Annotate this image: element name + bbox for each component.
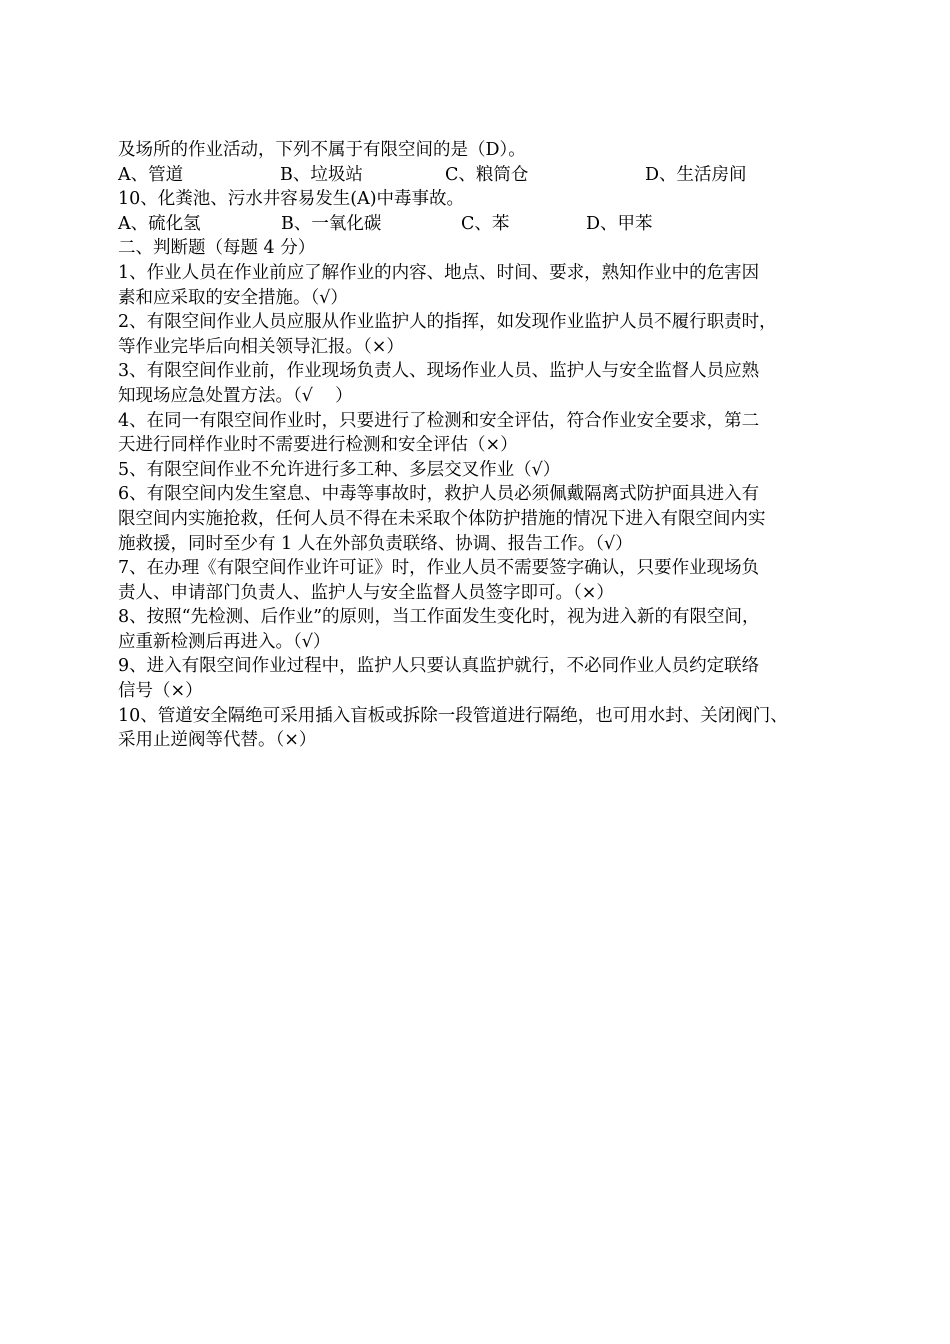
section-2-title: 二、判断题（每题 4 分） (118, 238, 316, 259)
question-10-options (118, 212, 848, 237)
judgment-line: 等作业完毕后向相关领导汇报。（×） (118, 336, 404, 357)
judgment-line: 9、进入有限空间作业过程中，监护人只要认真监护就行，不必同作业人员约定联络 (118, 656, 760, 677)
judgment-line: 知现场应急处置方法。（√ ） (118, 385, 353, 406)
judgment-line: 5、有限空间作业不允许进行多工种、多层交叉作业（√） (118, 459, 561, 480)
judgment-line: 3、有限空间作业前，作业现场负责人、现场作业人员、监护人与安全监督人员应熟 (118, 361, 760, 382)
judgment-item-7 (118, 556, 848, 605)
document-page (118, 138, 848, 753)
judgment-line: 素和应采取的安全措施。（√） (118, 287, 348, 308)
judgment-item-9 (118, 654, 848, 703)
judgment-item-6 (118, 482, 848, 556)
judgment-line: 应重新检测后再进入。（√） (118, 631, 331, 652)
judgment-line: 信号（×） (118, 681, 203, 702)
judgment-line: 6、有限空间内发生窒息、中毒等事故时，救护人员必须佩戴隔离式防护面具进入有 (118, 484, 760, 505)
judgment-item-2 (118, 310, 848, 359)
option-b: B、垃圾站 (280, 164, 363, 185)
option-c: C、粮筒仓 (445, 164, 529, 185)
judgment-line: 2、有限空间作业人员应服从作业监护人的指挥，如发现作业监护人员不履行职责时， (118, 312, 777, 333)
judgment-line: 8、按照“先检测、后作业”的原则，当工作面发生变化时，视为进入新的有限空间， (118, 607, 760, 628)
judgment-line: 天进行同样作业时不需要进行检测和安全评估（×） (118, 435, 518, 456)
judgment-item-8 (118, 605, 848, 654)
option-a: A、硫化氢 (118, 213, 201, 234)
option-c: C、苯 (461, 213, 510, 234)
judgment-line: 7、在办理《有限空间作业许可证》时，作业人员不需要签字确认，只要作业现场负 (118, 558, 760, 579)
option-d: D、生活房间 (645, 164, 747, 185)
question-9-options (118, 163, 848, 188)
judgment-item-4 (118, 409, 848, 458)
judgment-line: 施救援，同时至少有 1 人在外部负责联络、协调、报告工作。（√） (118, 533, 633, 554)
judgment-item-5 (118, 458, 848, 483)
judgment-line: 10、管道安全隔绝可采用插入盲板或拆除一段管道进行隔绝，也可用水封、关闭阀门、 (118, 705, 788, 726)
option-b: B、一氧化碳 (281, 213, 382, 234)
judgment-line: 责人、申请部门负责人、监护人与安全监督人员签字即可。（×） (118, 582, 614, 603)
judgment-item-1 (118, 261, 848, 310)
question-9-tail: 及场所的作业活动，下列不属于有限空间的是（D）。 (118, 140, 526, 160)
judgment-line: 4、在同一有限空间作业时，只要进行了检测和安全评估，符合作业安全要求，第二 (118, 410, 760, 431)
option-d: D、甲苯 (586, 213, 653, 234)
judgment-line: 限空间内实施抢救，任何人员不得在未采取个体防护措施的情况下进入有限空间内实 (118, 508, 766, 529)
judgment-line: 采用止逆阀等代替。（×） (118, 730, 317, 751)
question-10: 10、化粪池、污水井容易发生(A)中毒事故。 (118, 189, 465, 210)
judgment-item-10 (118, 704, 848, 753)
judgment-line: 1、作业人员在作业前应了解作业的内容、地点、时间、要求，熟知作业中的危害因 (118, 262, 760, 283)
judgment-item-3 (118, 359, 848, 408)
option-a: A、管道 (118, 164, 184, 185)
